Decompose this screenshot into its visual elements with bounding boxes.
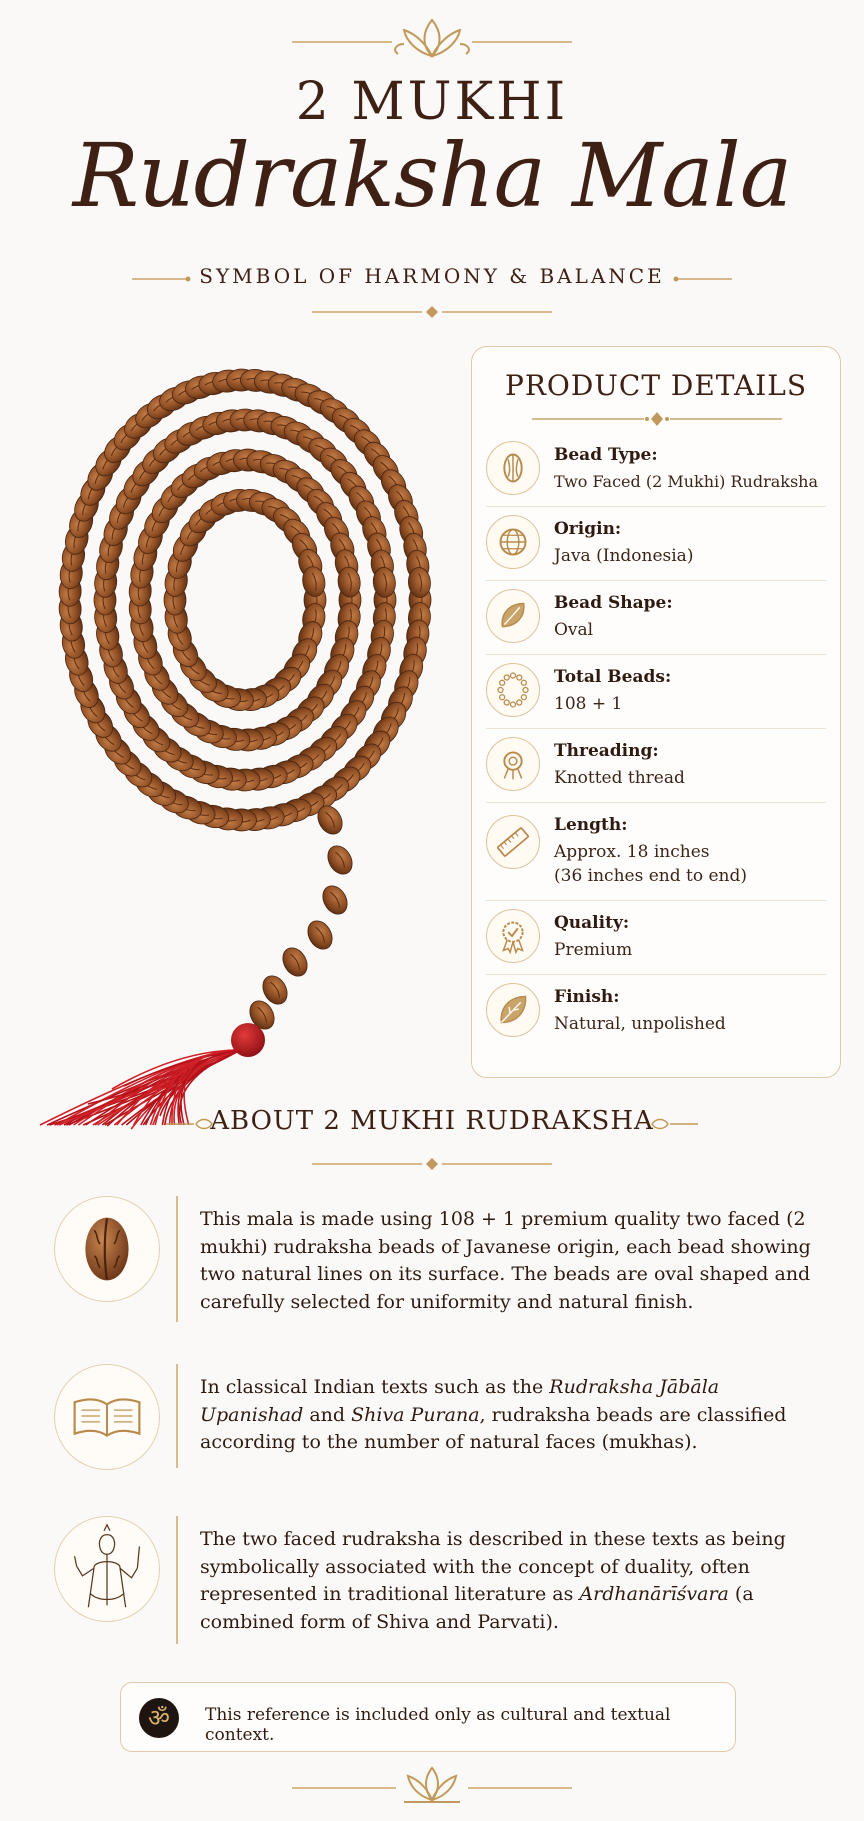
subtitle: SYMBOL OF HARMONY & BALANCE [199,264,665,288]
open-book-icon [54,1364,160,1470]
about-divider [176,1364,178,1468]
detail-label: Origin: [554,519,622,539]
detail-row-length [486,803,826,901]
icon-bead [504,700,509,705]
about-paragraph-2 [200,1374,820,1457]
detail-row-total-beads [486,655,826,729]
icon-bead [521,695,526,700]
ardhanarishvara-figure-icon [54,1516,160,1622]
detail-value: Knotted thread [554,768,685,788]
header-divider-ornament [312,300,552,324]
rudraksha-mala-image [30,350,460,1130]
page-title-line1: 2 MUKHI [295,72,569,132]
icon-bead [510,702,515,707]
detail-label: Finish: [554,987,620,1007]
mala-bead [318,882,352,919]
about-row-beads [50,1196,830,1326]
p2-title-italic: Shiva Purana [351,1403,480,1426]
mala-bead [278,944,312,981]
detail-value: 108 + 1 [554,694,623,714]
detail-row-bead-shape [486,581,826,655]
panel-divider-ornament [532,407,782,431]
icon-bead [517,700,522,705]
detail-row-finish [486,975,826,1049]
product-details-title: PRODUCT DETAILS [504,369,807,402]
detail-label: Threading: [554,741,659,761]
om-icon: ॐ [139,1698,179,1738]
about-heading-row [0,1106,864,1146]
disclaimer-text: This reference is included only as cultural and textual context. [205,1705,671,1745]
icon-bead [523,687,528,692]
detail-label: Bead Type: [554,445,658,465]
detail-value: Two Faced (2 Mukhi) Rudraksha [554,472,818,491]
about-paragraph-1: This mala is made using 108 + 1 premium quality two faced (2 mukhi) rudraksha beads of Javanese origin, each bead showing two natural lines on its surface. The beads are oval shaped and carefully selected for uniformity and natural finish. [200,1208,811,1313]
icon-bead [510,673,515,678]
about-divider [176,1516,178,1644]
detail-value: Natural, unpolished [554,1014,726,1034]
knot-icon [486,737,540,791]
about-row-texts [50,1364,830,1474]
detail-row-origin [486,507,826,581]
quality-badge-icon [486,909,540,963]
product-details-panel [471,346,841,1078]
p2-title-italic: Rudraksha Jābāla Upanishad [200,1376,720,1426]
bead-circle-icon [486,663,540,717]
disclaimer-note [120,1682,736,1752]
p3-name-italic: Ardhanārīśvara [579,1583,729,1606]
page-title-line2: Rudraksha Mala [72,124,792,227]
p3-text: The two faced rudraksha is described in these texts as being symbolically associated with the concept of duality, often represented in traditional literature as [200,1528,786,1606]
length-value-line1: Approx. 18 inches [554,842,710,862]
about-right-flourish [648,1114,698,1134]
p3-text: (a combined form of Shiva and Parvati). [200,1583,754,1633]
detail-label: Total Beads: [554,667,672,687]
mala-bead [303,917,337,954]
icon-bead [504,675,509,680]
about-title: ABOUT 2 MUKHI RUDRAKSHA [210,1106,654,1136]
detail-row-threading [486,729,826,803]
p2-text: and [303,1403,352,1426]
icon-bead [500,680,505,685]
detail-value: Oval [554,620,594,640]
rudraksha-bead-icon [54,1196,160,1302]
ruler-icon [486,815,540,869]
subtitle-line-right [672,274,732,284]
detail-label: Length: [554,815,628,835]
globe-icon [486,515,540,569]
detail-row-quality [486,901,826,975]
oval-leaf-icon [486,589,540,643]
detail-value: Premium [554,940,633,960]
about-row-ardhanarishvara [50,1516,830,1646]
mala-bead [323,842,357,879]
detail-label: Quality: [554,913,630,933]
detail-value: Java (Indonesia) [554,546,694,566]
top-lotus-ornament [292,14,572,64]
icon-bead [500,695,505,700]
rudraksha-bead-icon [486,441,540,495]
icon-bead [517,675,522,680]
p2-text: In classical Indian texts such as the [200,1376,550,1398]
leaf-icon [486,983,540,1037]
about-paragraph-3 [200,1526,820,1636]
detail-row-bead-type [486,433,826,507]
detail-value [554,841,834,889]
detail-label: Bead Shape: [554,593,673,613]
icon-bead [498,687,503,692]
bottom-lotus-ornament [292,1762,572,1808]
about-divider [176,1196,178,1322]
subtitle-row [132,264,732,294]
about-divider-ornament [312,1152,552,1176]
p2-text: , rudraksha beads are classified according to the number of natural faces (mukhas). [200,1403,787,1454]
icon-bead [521,680,526,685]
length-value-line2: (36 inches end to end) [554,865,748,886]
